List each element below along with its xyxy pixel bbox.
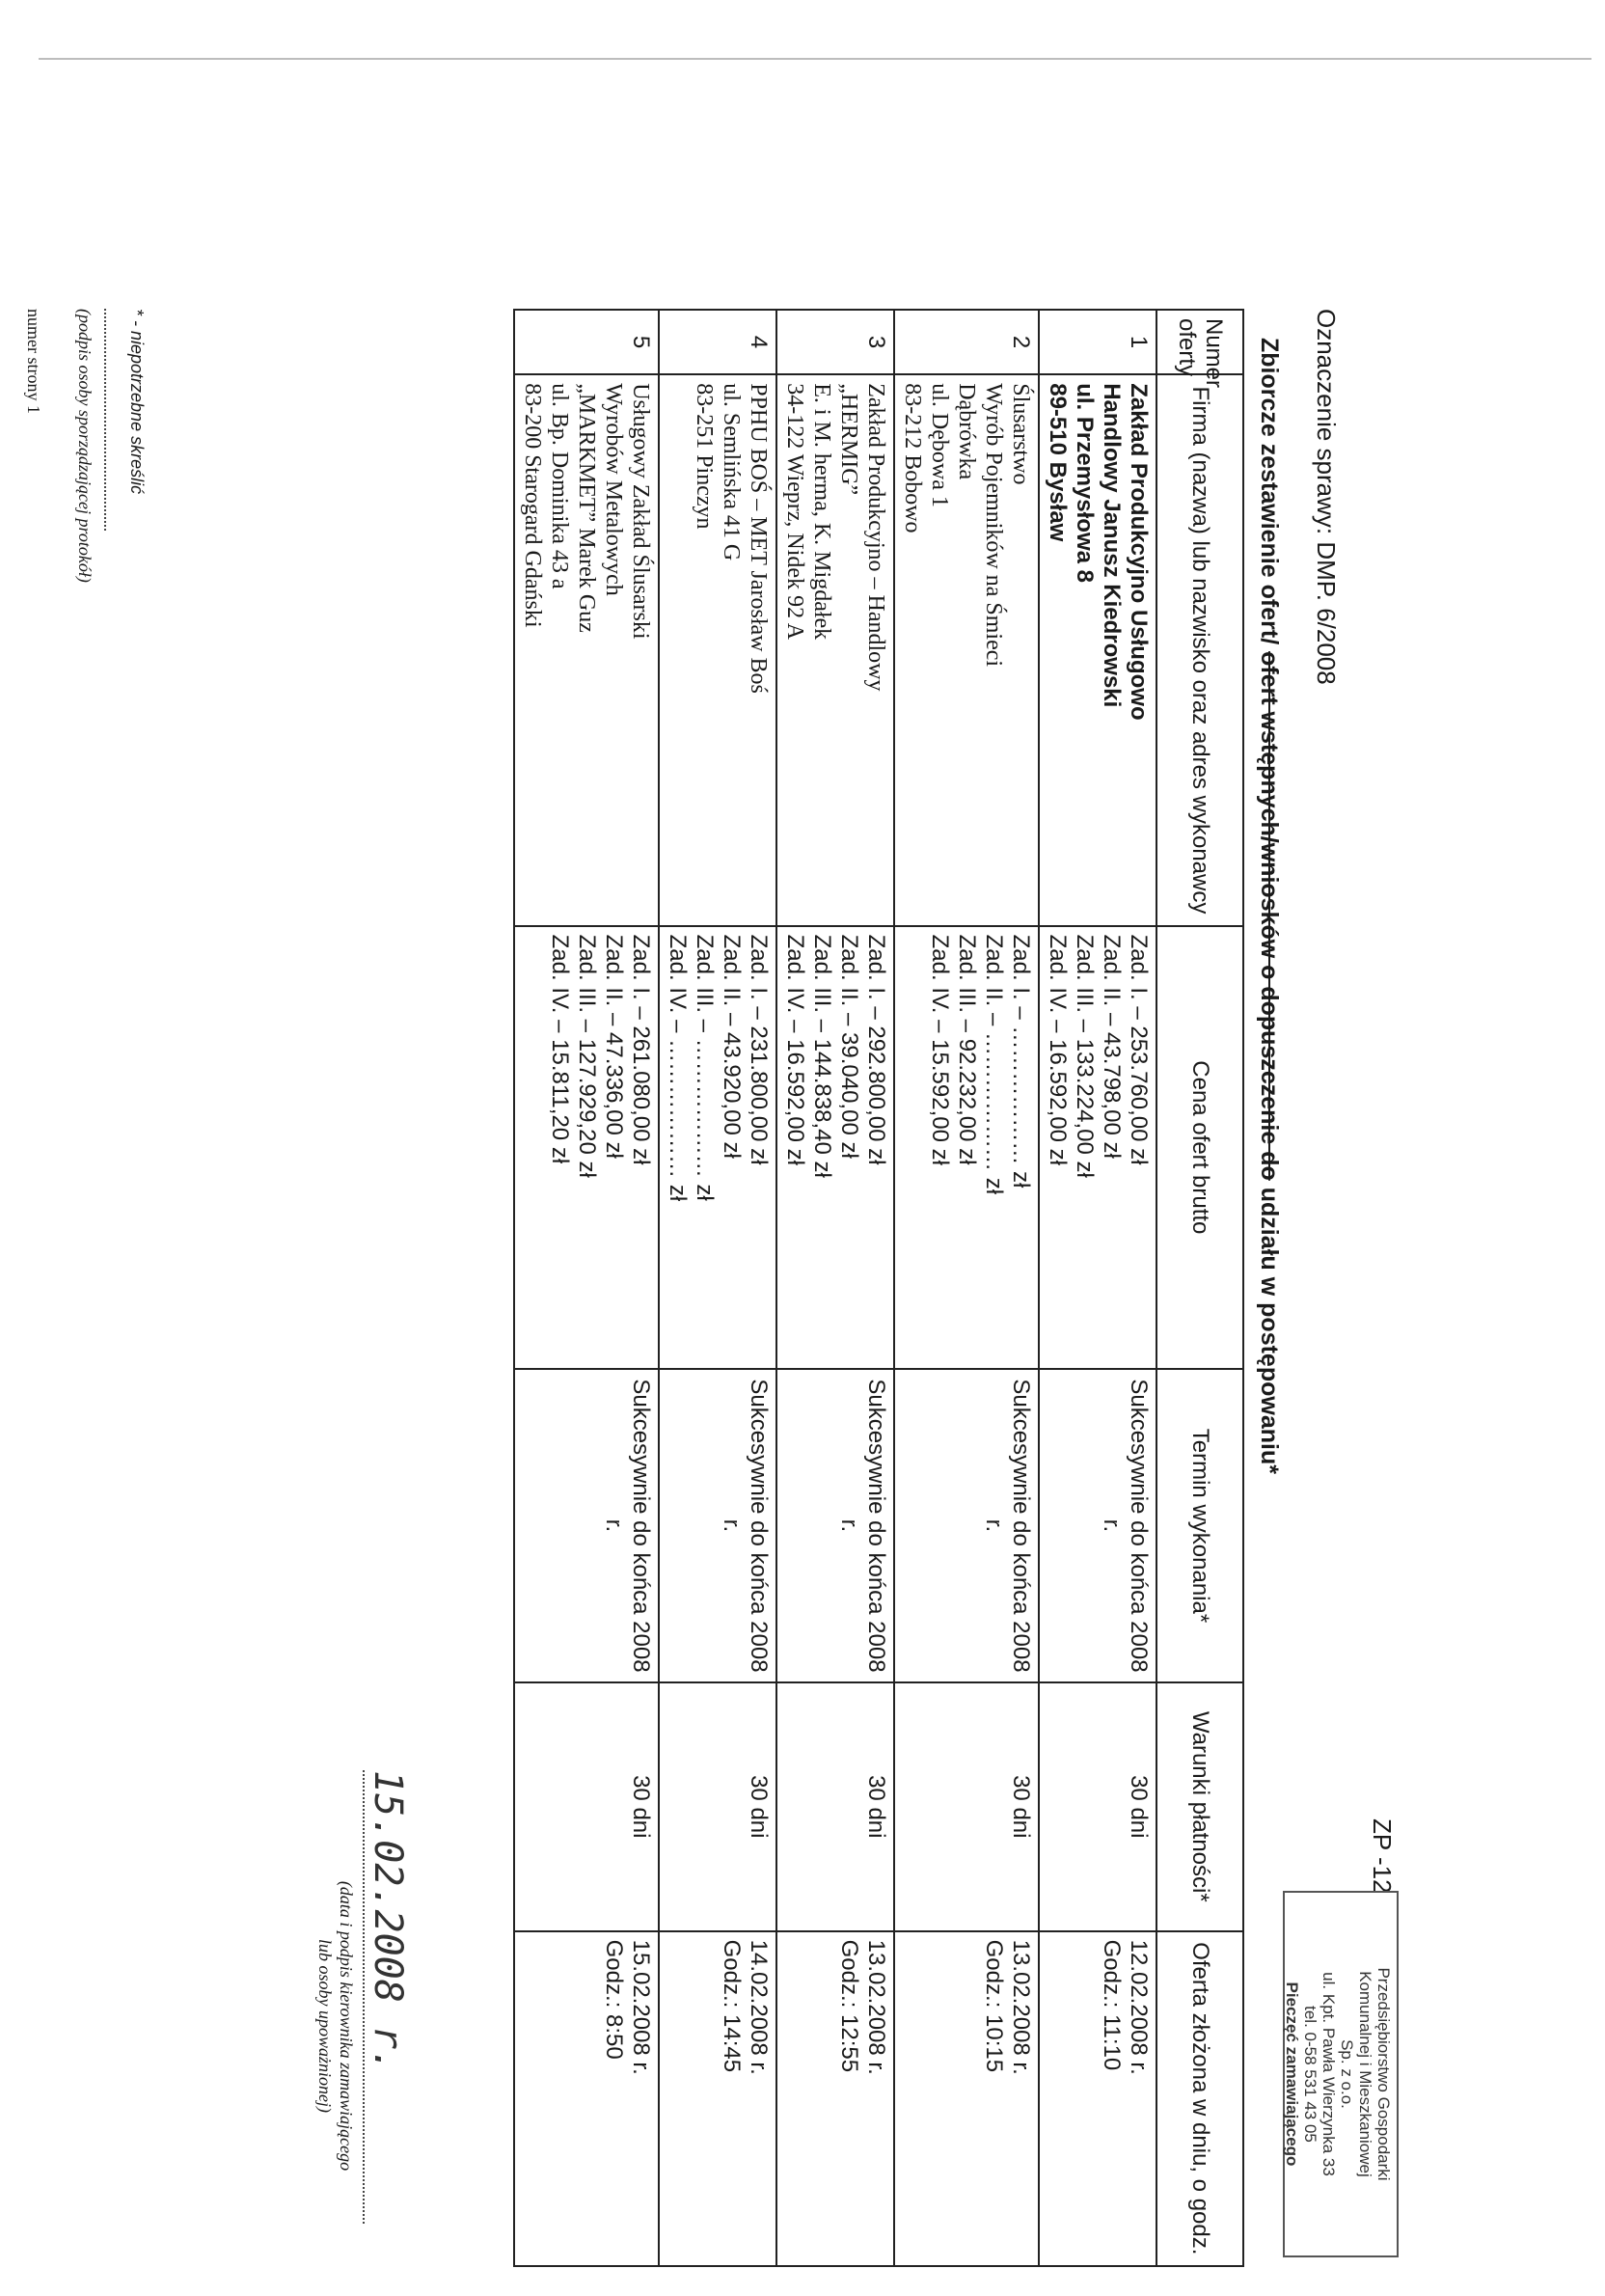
offer-firm [776,374,894,925]
stamp-line: Sp. z o.o. [1338,2039,1356,2109]
signature-line-right [363,1770,365,2224]
price-line: Zad. IV. – 15.811,20 zł [547,934,573,1164]
offer-payment: 30 dni [659,1682,776,1931]
submitted-time: Godz.: 8:50 [601,1939,627,2060]
offer-term: Sukcesywnie do końca 2008 r. [659,1369,776,1682]
stamp-line: Komunalnej i Mieszkaniowej [1356,1971,1374,2177]
offer-firm [894,374,1039,925]
offer-prices [659,926,776,1369]
header-term: Termin wykonania* [1156,1369,1243,1682]
price-line: Zad. I. – 231.800,00 zł [746,934,772,1165]
offer-prices [776,926,894,1369]
offer-payment: 30 dni [894,1682,1039,1931]
submitted-time: Godz.: 12:55 [836,1939,862,2073]
rotated-document-page [0,270,1399,2296]
offer-term: Sukcesywnie do końca 2008 r. [894,1369,1039,1682]
header-submitted: Oferta złożona w dniu, o godz. [1156,1931,1243,2266]
firm-line: 89-510 Bysław [1045,383,1071,542]
offer-submitted [514,1931,659,2266]
scan-edge-line [39,58,1591,60]
offer-payment: 30 dni [1039,1682,1156,1931]
firm-line: ul. Bp. Dominika 43 a [547,383,572,589]
submitted-date: 13.02.2008 r. [863,1939,889,2075]
footnote: * - niepotrzebne skreślić [127,309,147,495]
price-line: Zad. III. – 144.838,40 zł [809,934,835,1178]
price-line: Zad. III. – 133.224,00 zł [1072,934,1098,1178]
firm-line: Zakład Produkcyjno – Handlowy [863,383,888,692]
left-signature-caption: (podpis osoby sporządzającej protokół) [75,309,95,583]
header-price: Cena ofert brutto [1156,926,1243,1369]
table-row [776,310,894,2266]
table-row [514,310,659,2266]
document-title [1255,338,1283,1474]
price-line: Zad. IV. – ……………… zł [665,934,691,1202]
stamp-line: ul. Kpt. Pawła Wierzynka 33 [1319,1972,1338,2176]
submitted-time: Godz.: 11:10 [1099,1939,1125,2071]
submitted-date: 12.02.2008 r. [1126,1939,1152,2075]
stamp-label: Pieczęć zamawiającego [1283,1982,1301,2167]
form-code: ZP -12 [1368,1818,1397,1894]
offer-term: Sukcesywnie do końca 2008 r. [776,1369,894,1682]
price-line: Zad. III. – 92.232,00 zł [954,934,980,1165]
offer-number: 1 [1039,310,1156,374]
price-line: Zad. I. – 253.760,00 zł [1126,934,1152,1165]
offer-number: 2 [894,310,1039,374]
header-firm: Firma (nazwa) lub nazwisko oraz adres wykonawcy [1156,374,1243,925]
firm-line: 34-122 Wieprz, Nidek 92 A [782,383,807,641]
submitted-date: 13.02.2008 r. [1008,1939,1034,2075]
offer-term: Sukcesywnie do końca 2008 r. [514,1369,659,1682]
price-line: Zad. I. – ……………… zł [1008,934,1034,1189]
firm-line: Zakład Produkcyjno Usługowo [1126,383,1152,721]
table-row [894,310,1039,2266]
right-handwritten-date: 15.02.2008 r. [366,1770,410,2073]
offer-term: Sukcesywnie do końca 2008 r. [1039,1369,1156,1682]
price-line: Zad. IV. – 16.592,00 zł [1045,934,1071,1165]
price-line: Zad. II. – ……………… zł [981,934,1007,1195]
table-header-row [1156,310,1243,2266]
header-number: Numer oferty [1156,310,1243,374]
stamp-line: Przedsiębiorstwo Gospodarki [1374,1967,1393,2181]
firm-line: 83-212 Bobowo [900,383,925,533]
submitted-time: Godz.: 10:15 [981,1939,1007,2073]
table-row [1039,310,1156,2266]
offer-prices [1039,926,1156,1369]
title-struck-text: ofert wstępnych/wniosków o dopuszczenie do [1256,651,1283,1181]
firm-line: ul. Przemysłowa 8 [1072,383,1098,583]
price-line: Zad. III. – 127.929,20 zł [574,934,600,1178]
firm-line: Handlowy Janusz Kiedrowski [1099,383,1125,708]
offer-number: 5 [514,310,659,374]
offer-submitted [659,1931,776,2266]
title-part-2: udziału w postępowaniu* [1256,1180,1283,1474]
stamp-line: tel. 0-58 531 43 05 [1301,2006,1319,2143]
firm-line: Wyrób Pojemników na Śmieci [981,383,1006,668]
firm-line: Usługowy Zakład Ślusarski [628,383,653,640]
offer-submitted [894,1931,1039,2266]
offer-payment: 30 dni [514,1682,659,1931]
submitted-date: 15.02.2008 r. [628,1939,654,2075]
offer-number: 3 [776,310,894,374]
title-part-1: Zbiorcze zestawienie ofert/ [1256,338,1283,652]
offer-prices [514,926,659,1369]
signature-line-left [104,309,106,531]
header-payment: Warunki płatności* [1156,1682,1243,1931]
price-line: Zad. IV. – 16.592,00 zł [782,934,808,1165]
firm-line: PPHU BOŚ – MET Jarosław Boś [746,383,771,694]
right-signature-caption [314,1823,357,2228]
company-stamp [1283,1891,1399,2257]
firm-line: E. i M. herma, K. Migdałek [809,383,834,641]
offer-firm [659,374,776,925]
offer-firm [514,374,659,925]
caption-line: (data i podpis kierownika zamawiającego [337,1880,356,2172]
offer-firm [1039,374,1156,925]
firm-line: „MARKMET” Marek Guz [574,383,599,633]
price-line: Zad. III. – ……………… zł [692,934,718,1201]
page-number: numer strony 1 [24,309,43,414]
offer-prices [894,926,1039,1369]
offer-submitted [1039,1931,1156,2266]
price-line: Zad. II. – 43.798,00 zł [1099,934,1125,1159]
price-line: Zad. II. – 39.040,00 zł [836,934,862,1159]
offers-table [513,309,1244,2267]
firm-line: „HERMIG” [836,383,861,496]
price-line: Zad. IV. – 15.592,00 zł [927,934,953,1165]
table-row [659,310,776,2266]
firm-line: Ślusarstwo [1008,383,1033,485]
price-line: Zad. I. – 292.800,00 zł [863,934,889,1165]
firm-line: Wyrobów Metalowych [601,383,626,596]
price-line: Zad. I. – 261.080,00 zł [628,934,654,1165]
firm-line: ul. Semlińska 41 G [719,383,744,561]
offer-payment: 30 dni [776,1682,894,1931]
firm-line: ul. Dębowa 1 [927,383,952,507]
case-number: Oznaczenie sprawy: DMP. 6/2008 [1312,309,1341,685]
firm-line: 83-251 Pinczyn [692,383,717,530]
price-line: Zad. II. – 43.920,00 zł [719,934,745,1159]
firm-line: Dąbrówka [954,383,979,480]
price-line: Zad. II. – 47.336,00 zł [601,934,627,1159]
caption-line: lub osoby upoważnionej) [315,1939,335,2113]
submitted-date: 14.02.2008 r. [746,1939,772,2075]
submitted-time: Godz.: 14:45 [719,1939,745,2073]
offer-number: 4 [659,310,776,374]
offer-submitted [776,1931,894,2266]
firm-line: 83-200 Starogard Gdański [520,383,545,628]
